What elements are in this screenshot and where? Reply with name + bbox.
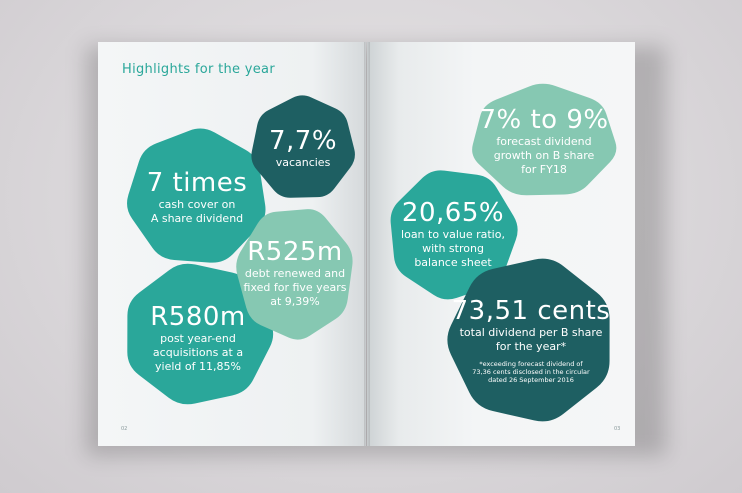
footnote bbox=[472, 360, 589, 384]
highlight-caption-line: cash cover on bbox=[158, 198, 236, 211]
footnote-line: dated 26 September 2016 bbox=[488, 376, 574, 384]
highlight-value: R580m bbox=[150, 302, 246, 332]
highlight-caption-line: yield of 11,85% bbox=[155, 360, 241, 373]
highlight-caption-line: for FY18 bbox=[521, 163, 567, 176]
highlight-vacancies bbox=[247, 92, 359, 204]
highlight-caption-line: total dividend per B share bbox=[459, 326, 603, 339]
highlight-caption-line: A share dividend bbox=[150, 212, 244, 225]
highlight-caption-line: fixed for five years bbox=[243, 281, 347, 294]
highlight-caption-line: growth on B share bbox=[493, 149, 595, 162]
footnote-line: *exceeding forecast dividend of bbox=[479, 360, 583, 368]
highlight-caption-line: balance sheet bbox=[414, 256, 492, 269]
highlight-value: 7,7% bbox=[268, 126, 338, 156]
highlight-caption-line: post year-end bbox=[160, 332, 236, 345]
highlight-value: R525m bbox=[247, 237, 343, 267]
highlight-caption-line: loan to value ratio, bbox=[401, 228, 505, 241]
highlight-caption-line: debt renewed and bbox=[244, 267, 346, 280]
highlight-caption-line: with strong bbox=[422, 242, 484, 255]
highlight-value: 7% to 9% bbox=[479, 105, 609, 135]
page-number-right: 03 bbox=[614, 426, 621, 432]
book-spine bbox=[364, 42, 370, 446]
highlight-debt-renewed bbox=[232, 202, 358, 344]
highlight-total-dividend bbox=[442, 252, 620, 428]
highlight-value: 73,51 cents bbox=[451, 296, 611, 326]
page-number-left: 02 bbox=[121, 426, 128, 432]
footnote-line: 73,36 cents disclosed in the circular bbox=[472, 368, 590, 376]
highlight-caption-line: for the year* bbox=[495, 340, 567, 353]
highlight-caption-line: vacancies bbox=[275, 156, 331, 169]
highlight-caption-line: acquisitions at a bbox=[152, 346, 244, 359]
highlight-caption-line: at 9,39% bbox=[270, 295, 320, 308]
highlight-value: 20,65% bbox=[401, 198, 505, 228]
highlight-value: 7 times bbox=[146, 168, 248, 198]
highlight-caption-line: forecast dividend bbox=[496, 135, 592, 148]
page-heading: Highlights for the year bbox=[122, 62, 275, 77]
